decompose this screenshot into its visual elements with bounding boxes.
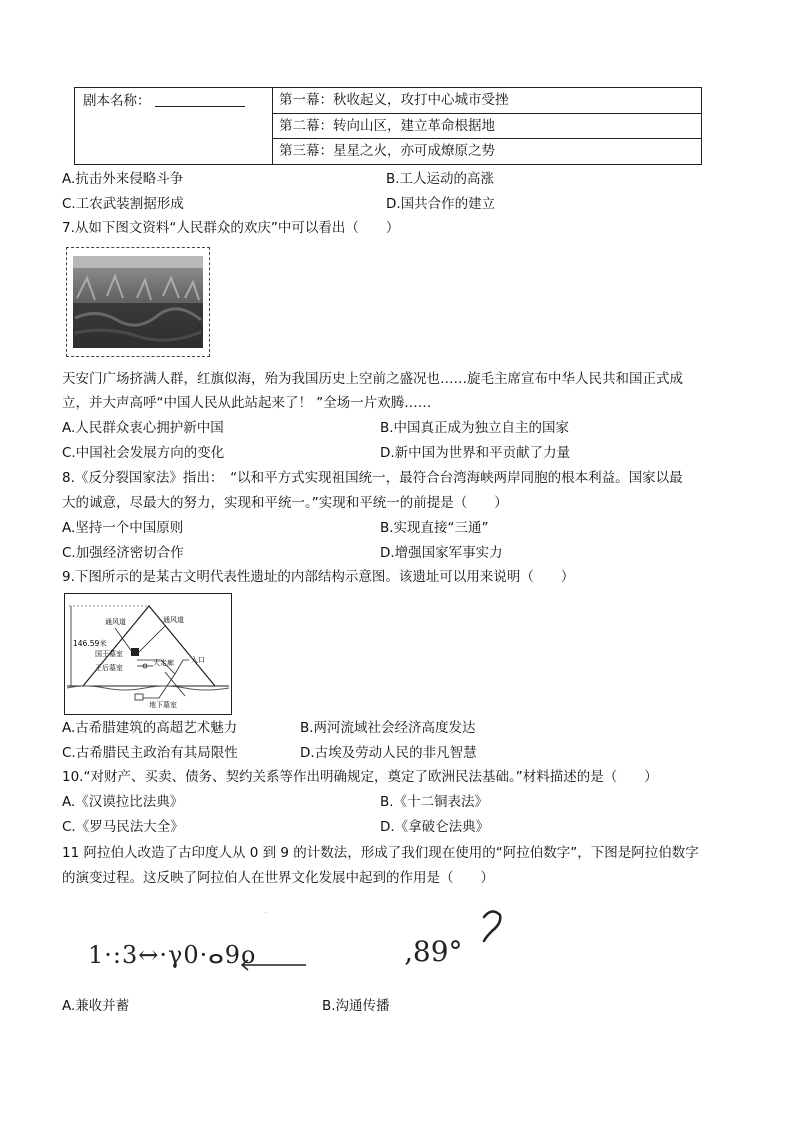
crowd-photo-image <box>67 248 209 356</box>
act-2: 第二幕：转向山区，建立革命根据地 <box>279 118 495 134</box>
q11-option-b[interactable]: B.沟通传播 <box>322 998 390 1014</box>
q10-stem: 10.“对财产、买卖、债务、契约关系等作出明确规定，奠定了欧洲民法基础。”材料描述的是（ ） <box>62 769 658 785</box>
entrance-label: 入口 <box>191 656 205 664</box>
q8-option-d[interactable]: D.增强国家军事实力 <box>380 545 503 561</box>
script-table <box>74 87 702 165</box>
q8-option-c[interactable]: C.加强经济密切合作 <box>62 545 184 561</box>
script-name-cell <box>83 92 245 110</box>
q7-option-a[interactable]: A.人民群众衷心拥护新中国 <box>62 420 224 436</box>
q6-option-d[interactable]: D.国共合作的建立 <box>386 196 496 212</box>
pyramid-diagram-svg <box>65 594 231 714</box>
pyramid-diagram <box>64 593 232 715</box>
arrow-icon <box>240 955 310 975</box>
q9-stem: 9.下图所示的是某古文明代表性遗址的内部结构示意图。该遗址可以用来说明（ ） <box>62 569 575 585</box>
numerals-early: 1·:3↔·γ0·ⴰ9ο <box>88 941 257 969</box>
q10-option-d[interactable]: D.《拿破仑法典》 <box>380 819 490 835</box>
q8-option-b[interactable]: B.实现直接“三通” <box>380 520 489 536</box>
numerals-later: ‚89° <box>404 935 463 968</box>
numeral-two-glyph <box>478 905 506 945</box>
queen-chamber-label: 王后墓室 <box>95 664 123 672</box>
q7-option-b[interactable]: B.中国真正成为独立自主的国家 <box>380 420 570 436</box>
q7-text-line-2: 立，并大声高呼“中国人民从此站起来了！ ”全场一片欢腾…… <box>62 395 432 411</box>
q9-option-b[interactable]: B.两河流域社会经济高度发达 <box>300 720 476 736</box>
q10-option-a[interactable]: A.《汉谟拉比法典》 <box>62 794 184 810</box>
answer-blank[interactable] <box>155 92 245 107</box>
q6-option-a[interactable]: A.抗击外来侵略斗争 <box>62 171 184 187</box>
q6-option-c[interactable]: C.工农武装割据形成 <box>62 196 184 212</box>
table-divider <box>272 88 273 164</box>
table-divider <box>272 113 701 114</box>
underground-chamber-label: 地下墓室 <box>149 701 177 709</box>
q9-option-d[interactable]: D.古埃及劳动人民的非凡智慧 <box>300 745 477 761</box>
act-1: 第一幕：秋收起义，攻打中心城市受挫 <box>279 92 509 108</box>
q6-option-b[interactable]: B.工人运动的高涨 <box>386 171 495 187</box>
q8-stem-line-1: 8.《反分裂国家法》指出： “以和平方式实现祖国统一，最符合台湾海峡两岸同胞的根本利益。国家以最 <box>62 470 683 486</box>
q11-stem-line-2: 的演变过程。这反映了阿拉伯人在世界文化发展中起到的作用是（ ） <box>62 870 494 886</box>
q8-option-a[interactable]: A.坚持一个中国原则 <box>62 520 184 536</box>
q10-option-c[interactable]: C.《罗马民法大全》 <box>62 819 184 835</box>
q7-option-c[interactable]: C.中国社会发展方向的变化 <box>62 445 225 461</box>
table-divider <box>272 138 701 139</box>
q9-option-c[interactable]: C.古希腊民主政治有其局限性 <box>62 745 238 761</box>
script-name-label: 剧本名称： <box>83 93 151 109</box>
q11-option-a[interactable]: A.兼收并蓄 <box>62 998 130 1014</box>
q7-option-d[interactable]: D.新中国为世界和平贡献了力量 <box>380 445 571 461</box>
q10-option-b[interactable]: B.《十二铜表法》 <box>380 794 489 810</box>
q9-option-a[interactable]: A.古希腊建筑的高超艺术魅力 <box>62 720 238 736</box>
height-label: 146.59米 <box>73 639 107 648</box>
vent-left-label: 通风道 <box>105 618 126 626</box>
q7-text-line-1: 天安门广场挤满人群，红旗似海，殆为我国历史上空前之盛况也……旋毛主席宣布中华人民共和国正式成 <box>62 371 683 387</box>
vent-right-label: 通风道 <box>163 616 184 624</box>
king-chamber-label: 国王墓室 <box>95 650 123 658</box>
q7-stem: 7.从如下图文资料“人民群众的欢庆”中可以看出（ ） <box>62 220 400 236</box>
act-3: 第三幕：星星之火，亦可成燎原之势 <box>279 143 495 159</box>
q8-stem-line-2: 大的诚意，尽最大的努力，实现和平统一。”实现和平统一的前提是（ ） <box>62 495 508 511</box>
gallery-label: 大走廊 <box>153 659 174 667</box>
q11-stem-line-1: 11 阿拉伯人改造了古印度人从 0 到 9 的计数法，形成了我们现在使用的“阿拉伯数字”，下图是阿拉伯数字 <box>62 845 699 861</box>
ink-dot: · <box>265 910 267 917</box>
crowd-photo <box>66 247 210 357</box>
